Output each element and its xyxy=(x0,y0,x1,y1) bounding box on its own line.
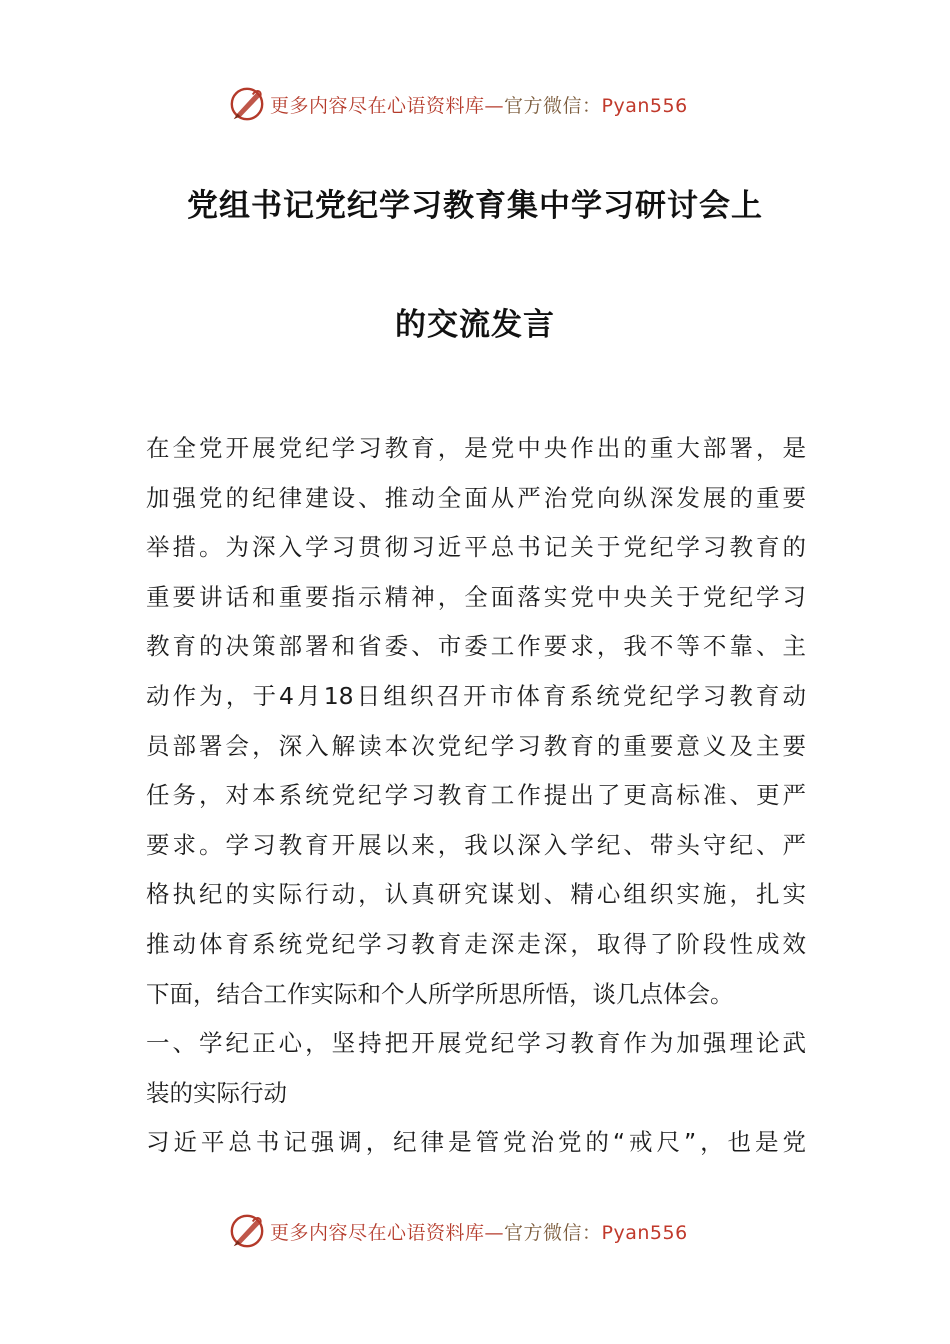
banner-slogan: 更多内容尽在心语资料库 xyxy=(270,1221,485,1244)
body-line: 推动体育系统党纪学习教育走深走深，取得了阶段性成效 xyxy=(146,929,806,958)
banner-text xyxy=(270,1218,688,1245)
section-heading-line: 一、学纪正心，坚持把开展党纪学习教育作为加强理论武 xyxy=(146,1029,806,1058)
section-heading-line: 装的实际行动 xyxy=(146,1078,287,1107)
banner-wechat-id: Pyan556 xyxy=(601,94,688,117)
footer-banner xyxy=(228,1211,728,1251)
body-line: 重要讲话和重要指示精神，全面落实党中央关于党纪学习 xyxy=(146,582,806,611)
body-line: 在全党开展党纪学习教育，是党中央作出的重大部署，是 xyxy=(146,434,806,462)
body-line: 动作为，于4月18日组织召开市体育系统党纪学习教育动 xyxy=(146,681,806,710)
body-line: 要求。学习教育开展以来，我以深入学纪、带头守纪、严 xyxy=(146,830,806,859)
pen-logo-icon xyxy=(228,1212,266,1250)
body-line: 教育的决策部署和省委、市委工作要求，我不等不靠、主 xyxy=(146,632,806,661)
body-line: 加强党的纪律建设、推动全面从严治党向纵深发展的重要 xyxy=(146,483,806,512)
banner-text xyxy=(270,91,688,118)
document-title-line-2: 的交流发言 xyxy=(395,307,555,343)
body-line: 下面，结合工作实际和个人所学所思所悟，谈几点体会。 xyxy=(146,979,734,1008)
banner-dash: — xyxy=(484,1221,505,1244)
body-line: 员部署会，深入解读本次党纪学习教育的重要意义及主要 xyxy=(146,731,806,760)
banner-wechat-id: Pyan556 xyxy=(601,1221,688,1244)
body-line: 格执纪的实际行动，认真研究谋划、精心组织实施，扎实 xyxy=(146,880,806,909)
header-banner xyxy=(228,84,728,124)
document-body xyxy=(146,430,806,1174)
banner-wechat-label: 官方微信： xyxy=(504,94,602,117)
body-line: 任务，对本系统党纪学习教育工作提出了更高标准、更严 xyxy=(146,781,806,810)
banner-slogan: 更多内容尽在心语资料库 xyxy=(270,94,485,117)
pen-logo-icon xyxy=(228,85,266,123)
body-line: 举措。为深入学习贯彻习近平总书记关于党纪学习教育的 xyxy=(146,533,806,562)
document-title-line-1: 党组书记党纪学习教育集中学习研讨会上 xyxy=(187,188,763,224)
banner-dash: — xyxy=(484,94,505,117)
banner-wechat-label: 官方微信： xyxy=(504,1221,602,1244)
body-line: 习近平总书记强调，纪律是管党治党的“戒尺”，也是党 xyxy=(146,1128,806,1157)
